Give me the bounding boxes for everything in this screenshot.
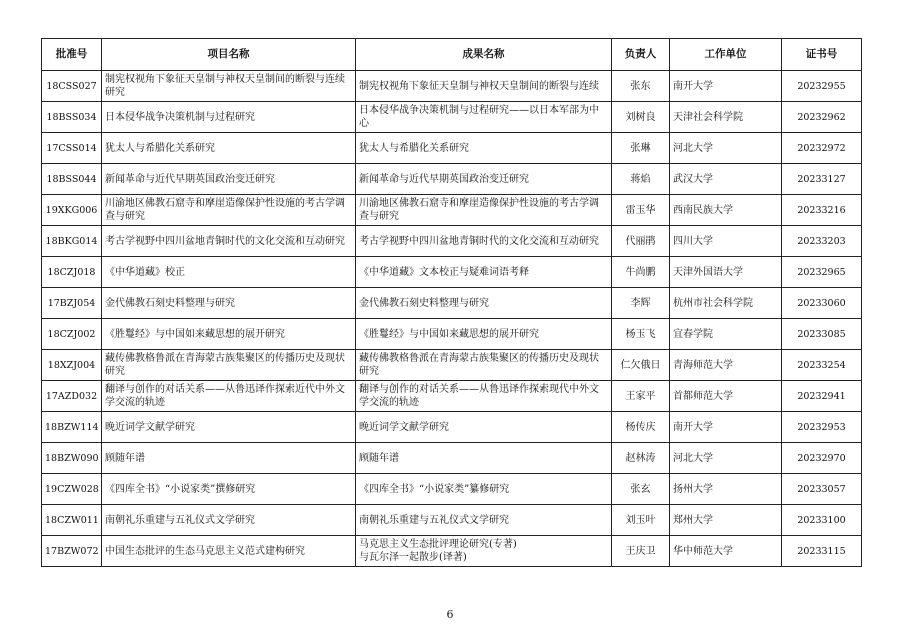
results-table: [41, 38, 862, 567]
cell-project-name: 《胜鬘经》与中国如来藏思想的展开研究: [102, 319, 356, 350]
cell-approval-number: 17BZW072: [42, 536, 102, 567]
cell-principal: 仁欠俄日: [612, 350, 670, 381]
cell-institution: 首都师范大学: [670, 381, 782, 412]
cell-principal: 张玄: [612, 474, 670, 505]
cell-certificate-number: 20233085: [782, 319, 862, 350]
cell-certificate-number: 20232965: [782, 257, 862, 288]
cell-certificate-number: 20233216: [782, 195, 862, 226]
cell-project-name: 晚近词学文献学研究: [102, 412, 356, 443]
cell-principal: 杨玉飞: [612, 319, 670, 350]
cell-result-name: 晚近词学文献学研究: [356, 412, 612, 443]
cell-project-name: 中国生态批评的生态马克思主义范式建构研究: [102, 536, 356, 567]
table-row: [42, 443, 862, 474]
cell-principal: 张琳: [612, 133, 670, 164]
cell-institution: 四川大学: [670, 226, 782, 257]
cell-approval-number: 18BSS044: [42, 164, 102, 195]
cell-principal: 王家平: [612, 381, 670, 412]
cell-certificate-number: 20233115: [782, 536, 862, 567]
cell-project-name: 顾随年谱: [102, 443, 356, 474]
cell-principal: 刘玉叶: [612, 505, 670, 536]
cell-result-name: 日本侵华战争决策机制与过程研究——以日本军部为中心: [356, 102, 612, 133]
cell-approval-number: 17AZD032: [42, 381, 102, 412]
table-row: [42, 474, 862, 505]
table-row: [42, 412, 862, 443]
cell-approval-number: 18CZW011: [42, 505, 102, 536]
table-row: [42, 288, 862, 319]
cell-result-name: 金代佛教石刻史料整理与研究: [356, 288, 612, 319]
header-certificate-number: 证书号: [782, 39, 862, 71]
header-approval-number: 批准号: [42, 39, 102, 71]
cell-result-name: 南朝礼乐重建与五礼仪式文学研究: [356, 505, 612, 536]
cell-institution: 河北大学: [670, 133, 782, 164]
cell-institution: 南开大学: [670, 412, 782, 443]
cell-approval-number: 18BZW090: [42, 443, 102, 474]
cell-principal: 牛尚鹏: [612, 257, 670, 288]
cell-approval-number: 18BKG014: [42, 226, 102, 257]
cell-certificate-number: 20232972: [782, 133, 862, 164]
cell-principal: 张东: [612, 71, 670, 102]
cell-certificate-number: 20232941: [782, 381, 862, 412]
cell-certificate-number: 20233203: [782, 226, 862, 257]
cell-institution: 扬州大学: [670, 474, 782, 505]
cell-principal: 杨传庆: [612, 412, 670, 443]
cell-approval-number: 19CZW028: [42, 474, 102, 505]
table-row: [42, 102, 862, 133]
cell-certificate-number: 20232970: [782, 443, 862, 474]
cell-institution: 西南民族大学: [670, 195, 782, 226]
cell-principal: 刘树良: [612, 102, 670, 133]
table-row: [42, 133, 862, 164]
cell-certificate-number: 20233060: [782, 288, 862, 319]
cell-institution: 华中师范大学: [670, 536, 782, 567]
cell-result-name: 藏传佛教格鲁派在青海蒙古族集聚区的传播历史及现状研究: [356, 350, 612, 381]
cell-result-name: 《胜鬘经》与中国如来藏思想的展开研究: [356, 319, 612, 350]
cell-project-name: 南朝礼乐重建与五礼仪式文学研究: [102, 505, 356, 536]
cell-institution: 宜春学院: [670, 319, 782, 350]
table-row: [42, 226, 862, 257]
cell-project-name: 制宪权视角下象征天皇制与神权天皇制间的断裂与连续研究: [102, 71, 356, 102]
table-row: [42, 257, 862, 288]
table-header-row: [42, 39, 862, 71]
cell-institution: 杭州市社会科学院: [670, 288, 782, 319]
cell-certificate-number: 20232953: [782, 412, 862, 443]
table-row: [42, 164, 862, 195]
header-result-name: 成果名称: [356, 39, 612, 71]
cell-project-name: 新闻革命与近代早期英国政治变迁研究: [102, 164, 356, 195]
cell-project-name: 日本侵华战争决策机制与过程研究: [102, 102, 356, 133]
cell-principal: 雷玉华: [612, 195, 670, 226]
cell-institution: 南开大学: [670, 71, 782, 102]
cell-approval-number: 18XZJ004: [42, 350, 102, 381]
page-number: 6: [446, 608, 454, 621]
cell-result-name: 《四库全书》“小说家类”纂修研究: [356, 474, 612, 505]
cell-result-name: 考古学视野中四川盆地青铜时代的文化交流和互动研究: [356, 226, 612, 257]
cell-result-name: 马克思主义生态批评理论研究(专著) 与瓦尔泽一起散步(译著): [356, 536, 612, 567]
cell-certificate-number: 20233254: [782, 350, 862, 381]
cell-certificate-number: 20233127: [782, 164, 862, 195]
cell-institution: 天津社会科学院: [670, 102, 782, 133]
cell-project-name: 翻译与创作的对话关系——从鲁迅译作探索近代中外文学交流的轨迹: [102, 381, 356, 412]
cell-project-name: 金代佛教石刻史料整理与研究: [102, 288, 356, 319]
cell-institution: 武汉大学: [670, 164, 782, 195]
cell-project-name: 《中华道藏》校正: [102, 257, 356, 288]
cell-institution: 天津外国语大学: [670, 257, 782, 288]
table-row: [42, 319, 862, 350]
cell-principal: 赵林涛: [612, 443, 670, 474]
cell-approval-number: 18CZJ002: [42, 319, 102, 350]
cell-result-name: 川渝地区佛教石窟寺和摩崖造像保护性设施的考古学调查与研究: [356, 195, 612, 226]
cell-certificate-number: 20233100: [782, 505, 862, 536]
cell-institution: 河北大学: [670, 443, 782, 474]
cell-result-name: 制宪权视角下象征天皇制与神权天皇制间的断裂与连续: [356, 71, 612, 102]
table-row: [42, 195, 862, 226]
table-row: [42, 71, 862, 102]
header-institution: 工作单位: [670, 39, 782, 71]
cell-project-name: 犹太人与希腊化关系研究: [102, 133, 356, 164]
cell-project-name: 《四库全书》“小说家类”撰修研究: [102, 474, 356, 505]
table-row: [42, 350, 862, 381]
cell-institution: 青海师范大学: [670, 350, 782, 381]
cell-approval-number: 19XKG006: [42, 195, 102, 226]
cell-certificate-number: 20233057: [782, 474, 862, 505]
cell-result-name: 《中华道藏》文本校正与疑难词语考释: [356, 257, 612, 288]
cell-project-name: 藏传佛教格鲁派在青海蒙古族集聚区的传播历史及现状研究: [102, 350, 356, 381]
cell-approval-number: 17CSS014: [42, 133, 102, 164]
table-row: [42, 381, 862, 412]
cell-institution: 郑州大学: [670, 505, 782, 536]
table-row: [42, 505, 862, 536]
cell-principal: 蒋焰: [612, 164, 670, 195]
cell-principal: 李辉: [612, 288, 670, 319]
cell-certificate-number: 20232955: [782, 71, 862, 102]
cell-project-name: 川渝地区佛教石窟寺和摩崖造像保护性设施的考古学调查与研究: [102, 195, 356, 226]
cell-result-name: 顾随年谱: [356, 443, 612, 474]
header-project-name: 项目名称: [102, 39, 356, 71]
cell-certificate-number: 20232962: [782, 102, 862, 133]
cell-result-name: 犹太人与希腊化关系研究: [356, 133, 612, 164]
cell-result-name: 新闻革命与近代早期英国政治变迁研究: [356, 164, 612, 195]
cell-principal: 代丽鹃: [612, 226, 670, 257]
cell-principal: 王庆卫: [612, 536, 670, 567]
cell-approval-number: 18BZW114: [42, 412, 102, 443]
cell-approval-number: 17BZJ054: [42, 288, 102, 319]
cell-approval-number: 18BSS034: [42, 102, 102, 133]
cell-approval-number: 18CZJ018: [42, 257, 102, 288]
header-principal: 负责人: [612, 39, 670, 71]
cell-project-name: 考古学视野中四川盆地青铜时代的文化交流和互动研究: [102, 226, 356, 257]
table-row: [42, 536, 862, 567]
cell-approval-number: 18CSS027: [42, 71, 102, 102]
cell-result-name: 翻译与创作的对话关系——从鲁迅译作探索现代中外文学交流的轨迹: [356, 381, 612, 412]
